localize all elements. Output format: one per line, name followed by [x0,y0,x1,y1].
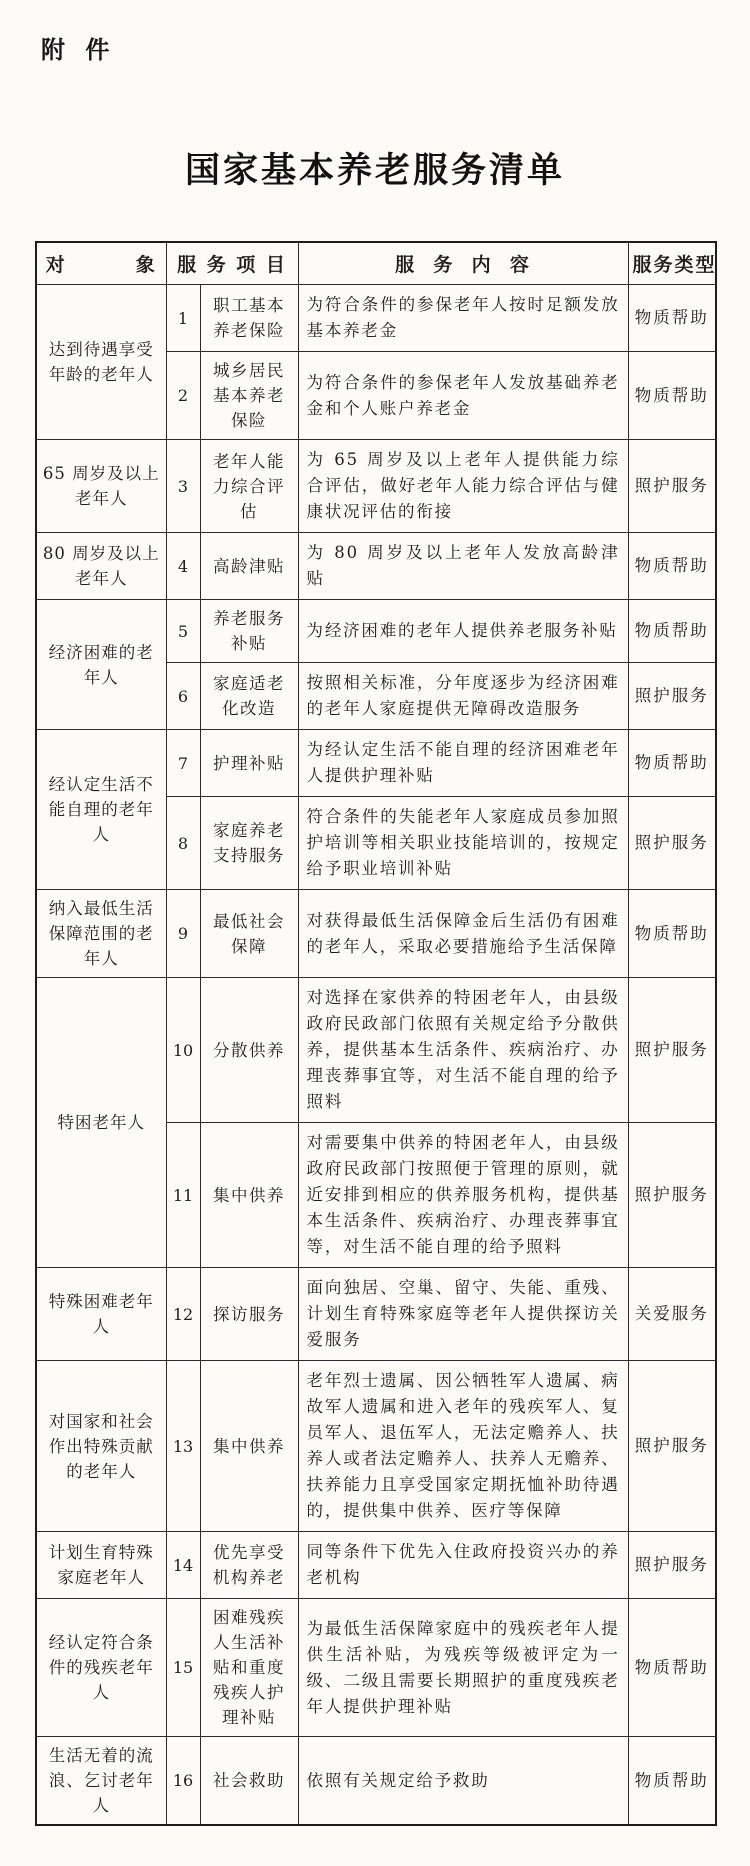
service-content-cell: 为符合条件的参保老年人发放基础养老金和个人账户养老金 [298,352,628,440]
service-content-cell: 面向独居、空巢、留守、失能、重残、计划生育特殊家庭等老年人提供探访关爱服务 [298,1268,628,1361]
row-number-cell: 1 [166,285,200,352]
service-item-cell: 养老服务补贴 [200,600,298,663]
service-item-cell: 探访服务 [200,1268,298,1361]
row-number-cell: 15 [166,1599,200,1737]
row-number-cell: 13 [166,1361,200,1532]
row-number-cell: 12 [166,1268,200,1361]
service-item-cell: 职工基本养老保险 [200,285,298,352]
service-type-cell: 物质帮助 [628,285,716,352]
service-item-cell: 城乡居民基本养老保险 [200,352,298,440]
row-number-cell: 16 [166,1737,200,1826]
service-item-cell: 分散供养 [200,978,298,1123]
service-content-cell: 按照相关标准，分年度逐步为经济困难的老年人家庭提供无障碍改造服务 [298,663,628,730]
table-row [36,533,716,600]
service-type-cell: 物质帮助 [628,533,716,600]
service-type-cell: 照护服务 [628,663,716,730]
row-number-cell: 9 [166,890,200,978]
row-number-cell: 11 [166,1123,200,1268]
header-service-content: 服 务 内 容 [298,242,628,285]
service-type-cell: 照护服务 [628,797,716,890]
row-number-cell: 2 [166,352,200,440]
row-number-cell: 14 [166,1532,200,1599]
table-row [36,1361,716,1532]
table-row [36,890,716,978]
row-number-cell: 3 [166,440,200,533]
target-cell: 80 周岁及以上老年人 [36,533,166,600]
service-content-cell: 为 65 周岁及以上老年人提供能力综合评估，做好老年人能力综合评估与健康状况评估的衔接 [298,440,628,533]
table-row [36,1532,716,1599]
service-type-cell: 物质帮助 [628,600,716,663]
target-cell: 65 周岁及以上老年人 [36,440,166,533]
service-content-cell: 为符合条件的参保老年人按时足额发放基本养老金 [298,285,628,352]
table-row [36,1599,716,1737]
header-target: 对 象 [36,242,166,285]
table-row [36,440,716,533]
service-item-cell: 集中供养 [200,1123,298,1268]
service-item-cell: 护理补贴 [200,730,298,797]
service-item-cell: 老年人能力综合评估 [200,440,298,533]
service-type-cell: 照护服务 [628,1123,716,1268]
target-cell: 特困老年人 [36,978,166,1268]
service-item-cell: 集中供养 [200,1361,298,1532]
service-type-cell: 物质帮助 [628,352,716,440]
service-type-cell: 照护服务 [628,1532,716,1599]
service-content-cell: 为 80 周岁及以上老年人发放高龄津贴 [298,533,628,600]
target-cell: 经认定符合条件的残疾老年人 [36,1599,166,1737]
service-content-cell: 为经认定生活不能自理的经济困难老年人提供护理补贴 [298,730,628,797]
service-list-table [35,241,717,1826]
service-type-cell: 物质帮助 [628,1599,716,1737]
service-content-cell: 同等条件下优先入住政府投资兴办的养老机构 [298,1532,628,1599]
table-row [36,600,716,663]
row-number-cell: 7 [166,730,200,797]
service-type-cell: 物质帮助 [628,1737,716,1826]
table-row [36,285,716,352]
table-header-row [36,242,716,285]
service-content-cell: 对需要集中供养的特困老年人，由县级政府民政部门按照便于管理的原则，就近安排到相应的供养服务机构，提供基本生活条件、疾病治疗、办理丧葬事宜等，对生活不能自理的给予照料 [298,1123,628,1268]
service-type-cell: 照护服务 [628,978,716,1123]
header-service-item: 服 务 项 目 [166,242,298,285]
attachment-label: 附 件 [41,35,116,64]
row-number-cell: 8 [166,797,200,890]
target-cell: 生活无着的流浪、乞讨老年人 [36,1737,166,1826]
service-content-cell: 依照有关规定给予救助 [298,1737,628,1826]
service-item-cell: 最低社会保障 [200,890,298,978]
service-content-cell: 符合条件的失能老年人家庭成员参加照护培训等相关职业技能培训的，按规定给予职业培训补贴 [298,797,628,890]
service-content-cell: 对获得最低生活保障金后生活仍有困难的老年人，采取必要措施给予生活保障 [298,890,628,978]
header-service-type: 服务类型 [628,242,716,285]
table-row [36,1268,716,1361]
service-content-cell: 为最低生活保障家庭中的残疾老年人提供生活补贴，为残疾等级被评定为一级、二级且需要长期照护的重度残疾老年人提供护理补贴 [298,1599,628,1737]
row-number-cell: 4 [166,533,200,600]
service-type-cell: 照护服务 [628,1361,716,1532]
table-row [36,978,716,1123]
target-cell: 经认定生活不能自理的老年人 [36,730,166,890]
service-type-cell: 物质帮助 [628,890,716,978]
row-number-cell: 6 [166,663,200,730]
service-item-cell: 高龄津贴 [200,533,298,600]
service-type-cell: 物质帮助 [628,730,716,797]
service-item-cell: 家庭养老支持服务 [200,797,298,890]
table-row [36,1737,716,1826]
target-cell: 对国家和社会作出特殊贡献的老年人 [36,1361,166,1532]
service-content-cell: 为经济困难的老年人提供养老服务补贴 [298,600,628,663]
target-cell: 计划生育特殊家庭老年人 [36,1532,166,1599]
service-content-cell: 对选择在家供养的特困老年人，由县级政府民政部门依照有关规定给予分散供养，提供基本生活条件、疾病治疗、办理丧葬事宜等，对生活不能自理的给予照料 [298,978,628,1123]
service-item-cell: 社会救助 [200,1737,298,1826]
service-content-cell: 老年烈士遗属、因公牺牲军人遗属、病故军人遗属和进入老年的残疾军人、复员军人、退伍军人，无法定赡养人、扶养人或者法定赡养人、扶养人无赡养、扶养能力且享受国家定期抚恤补助待遇的，提供集中供养、医疗等保障 [298,1361,628,1532]
table-body [36,285,716,1826]
service-type-cell: 关爱服务 [628,1268,716,1361]
service-type-cell: 照护服务 [628,440,716,533]
service-item-cell: 优先享受机构养老 [200,1532,298,1599]
target-cell: 达到待遇享受年龄的老年人 [36,285,166,440]
row-number-cell: 10 [166,978,200,1123]
target-cell: 纳入最低生活保障范围的老年人 [36,890,166,978]
row-number-cell: 5 [166,600,200,663]
target-cell: 特殊困难老年人 [36,1268,166,1361]
service-item-cell: 困难残疾人生活补贴和重度残疾人护理补贴 [200,1599,298,1737]
target-cell: 经济困难的老年人 [36,600,166,730]
table-row [36,730,716,797]
page-title: 国家基本养老服务清单 [184,150,565,191]
service-item-cell: 家庭适老化改造 [200,663,298,730]
